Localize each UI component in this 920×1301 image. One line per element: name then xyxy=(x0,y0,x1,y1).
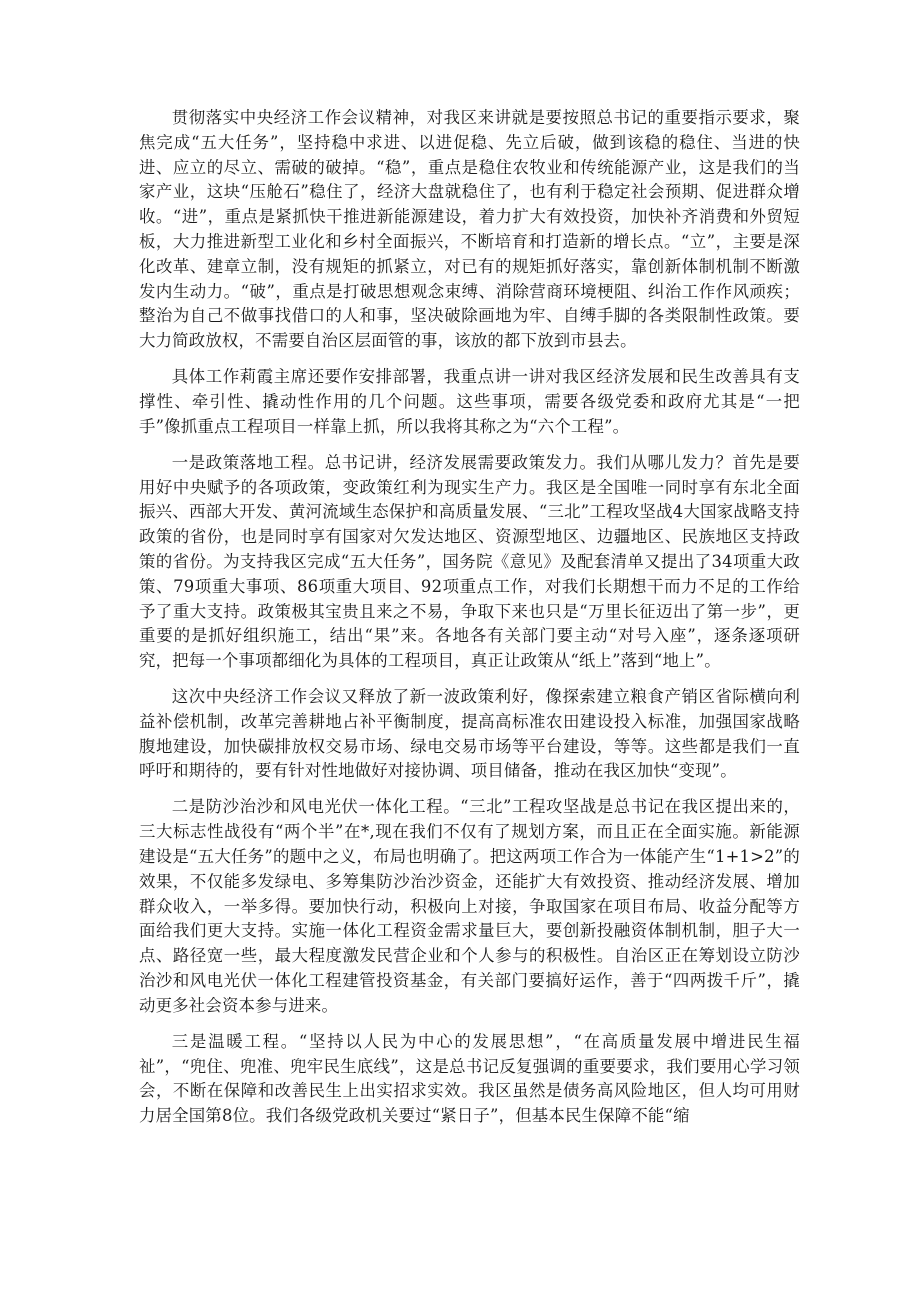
paragraph-3: 一是政策落地工程。总书记讲，经济发展需要政策发力。我们从哪儿发力？首先是要用好中央赋予的各项政策，变政策红利为现实生产力。我区是全国唯一同时享有东北全面振兴、西部大开发、黄河流域生态保护和高质量发展、“三北”工程攻坚战4大国家战略支持政策的省份，也是同时享有国家对欠发达地区、资源型地区、边疆地区、民族地区支持政策的省份。为支持我区完成“五大任务”，国务院《意见》及配套清单又提出了34项重大政策、79项重大事项、86项重大项目、92项重点工作，对我们长期想干而力不足的工作给予了重大支持。政策极其宝贵且来之不易，争取下来也只是“万里长征迈出了第一步”，更重要的是抓好组织施工，结出“果”来。各地各有关部门要主动“对号入座”，逐条逐项研究，把每一个事项都细化为具体的工程项目，真正让政策从“纸上”落到“地上”。 xyxy=(139,452,800,671)
paragraph-4: 这次中央经济工作会议又释放了新一波政策利好，像探索建立粮食产销区省际横向利益补偿机制，改革完善耕地占补平衡制度，提高高标准农田建设投入标准，加强国家战略腹地建设，加快碳排放权交易市场、绿电交易市场等平台建设，等等。这些都是我们一直呼吁和期待的，要有针对性地做好对接协调、项目储备，推动在我区加快“变现”。 xyxy=(139,687,800,781)
paragraph-6: 三是温暖工程。“坚持以人民为中心的发展思想”，“在高质量发展中增进民生福祉”，“兜住、兜准、兜牢民生底线”，这是总书记反复强调的重要要求，我们要用心学习领会，不断在保障和改善民生上出实招求实效。我区虽然是债务高风险地区，但人均可用财力居全国第8位。我们各级党政机关要过“紧日子”，但基本民生保障不能“缩 xyxy=(139,1031,800,1126)
paragraph-5: 二是防沙治沙和风电光伏一体化工程。“三北”工程攻坚战是总书记在我区提出来的，三大标志性战役有“两个半”在*,现在我们不仅有了规划方案，而且正在全面实施。新能源建设是“五大任务”的题中之义，布局也明确了。把这两项工作合为一体能产生“1+1>2”的效果，不仅能多发绿电、多筹集防沙治沙资金，还能扩大有效投资、推动经济发展、增加群众收入，一举多得。要加快行动，积极向上对接，争取国家在项目布局、收益分配等方面给我们更大支持。实施一体化工程资金需求量巨大，要创新投融资体制机制，胆子大一点、路径宽一些，最大程度激发民营企业和个人参与的积极性。自治区正在筹划设立防沙治沙和风电光伏一体化工程建管投资基金，有关部门要搞好运作，善于“四两拨千斤”，撬动更多社会资本参与进来。 xyxy=(139,797,800,1015)
paragraph-1: 贯彻落实中央经济工作会议精神，对我区来讲就是要按照总书记的重要指示要求，聚焦完成“五大任务”，坚持稳中求进、以进促稳、先立后破，做到该稳的稳住、当进的快进、应立的尽立、需破的破掉。“稳”，重点是稳住农牧业和传统能源产业，这是我们的当家产业，这块“压舱石”稳住了，经济大盘就稳住了，也有利于稳定社会预期、促进群众增收。“进”，重点是紧抓快干推进新能源建设，着力扩大有效投资，加快补齐消费和外贸短板，大力推进新型工业化和乡村全面振兴，不断培育和打造新的增长点。“立”，主要是深化改革、建章立制，没有规矩的抓紧立，对已有的规矩抓好落实，靠创新体制机制不断激发内生动力。“破”，重点是打破思想观念束缚、消除营商环境梗阻、纠治工作作风顽疾；整治为自己不做事找借口的人和事，坚决破除画地为牢、自缚手脚的各类限制性政策。要大力简政放权，不需要自治区层面管的事，该放的都下放到市县去。 xyxy=(139,108,800,351)
paragraph-2: 具体工作莉霞主席还要作安排部署，我重点讲一讲对我区经济发展和民生改善具有支撑性、牵引性、撬动性作用的几个问题。这些事项，需要各级党委和政府尤其是“一把手”像抓重点工程项目一样靠上抓，所以我将其称之为“六个工程”。 xyxy=(139,367,800,436)
document-body xyxy=(139,106,800,1140)
